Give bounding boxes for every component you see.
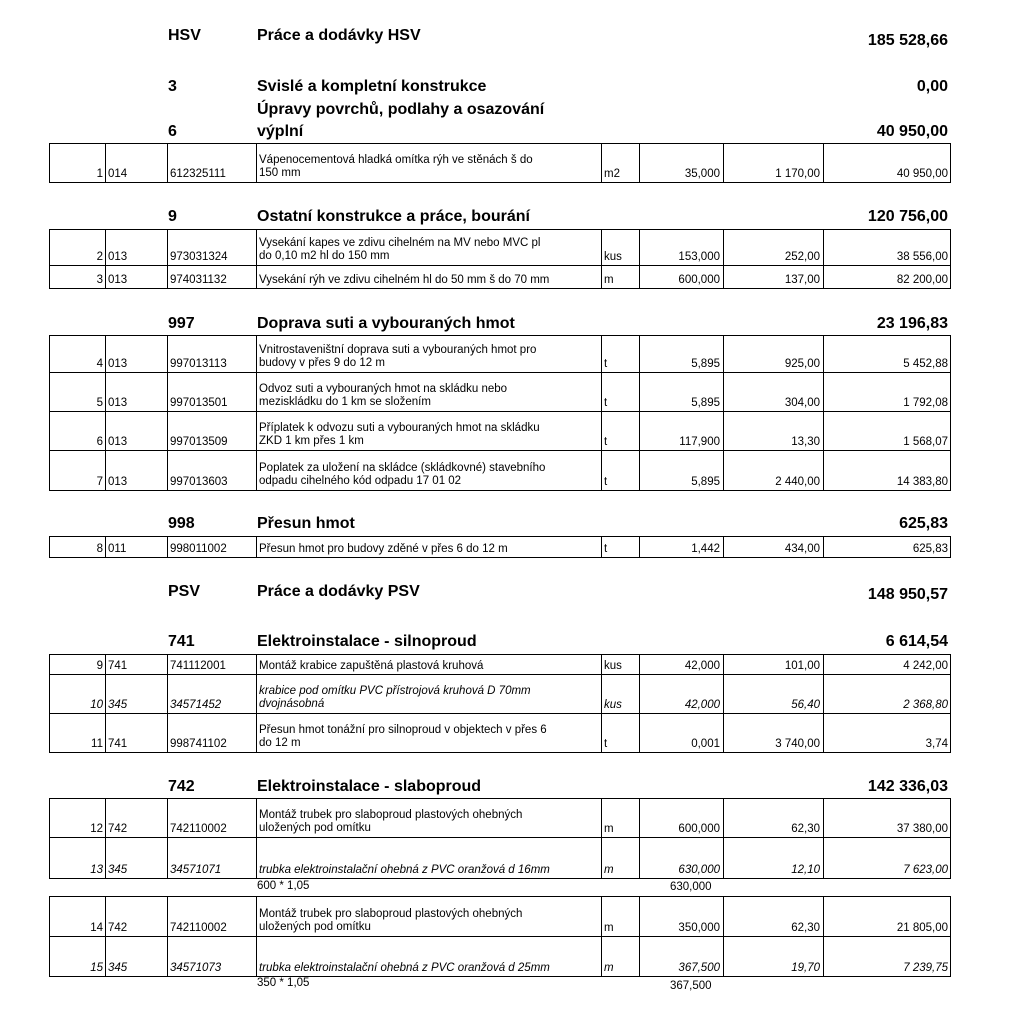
section-code-psv: PSV — [168, 583, 201, 600]
row-code: 34571073 — [170, 962, 222, 974]
table-row — [49, 450, 951, 491]
row-unit-price: 62,30 — [791, 922, 820, 934]
row-code: 997013603 — [170, 476, 228, 488]
section-code-9: 9 — [168, 208, 177, 225]
row-unit-price: 434,00 — [784, 543, 820, 555]
row-kind: 345 — [108, 864, 128, 876]
row-quantity: 350,000 — [678, 922, 720, 934]
row-kind: 013 — [108, 274, 128, 286]
row-unit: kus — [604, 660, 622, 672]
section-code-hsv: HSV — [168, 27, 201, 44]
section-name-psv: Práce a dodávky PSV — [257, 583, 420, 600]
row-number: 3 — [96, 274, 103, 286]
table-row — [49, 674, 951, 714]
row-kind: 013 — [108, 251, 128, 263]
section-total-hsv: 185 528,66 — [867, 32, 948, 49]
section-name-742: Elektroinstalace - slaboproud — [257, 778, 482, 795]
row-kind: 741 — [108, 660, 128, 672]
row-code: 997013113 — [170, 358, 227, 370]
row-unit-price: 252,00 — [784, 251, 820, 263]
row-quantity: 600,000 — [678, 274, 720, 286]
row-description: Příplatek k odvozu suti a vybouraných hmot na skládku ZKD 1 km přes 1 km — [259, 422, 540, 447]
row-unit-price: 3 740,00 — [775, 738, 820, 750]
row-quantity: 5,895 — [691, 358, 720, 370]
row-number: 1 — [96, 168, 103, 180]
row-kind: 013 — [108, 476, 128, 488]
row-total: 625,83 — [912, 543, 948, 555]
row-number: 11 — [91, 738, 103, 750]
row-quantity: 35,000 — [684, 168, 720, 180]
row-unit: t — [604, 358, 608, 370]
row-unit: m — [604, 823, 614, 835]
table-row — [49, 265, 951, 289]
section-total-9: 120 756,00 — [867, 208, 948, 225]
row-unit-price: 925,00 — [784, 358, 820, 370]
row-unit-price: 13,30 — [791, 436, 820, 448]
row-description: Vysekání rýh ve zdivu cihelném hl do 50 mm š do 70 mm — [259, 274, 550, 286]
section-code-742: 742 — [168, 778, 195, 795]
row-kind: 741 — [108, 738, 128, 750]
row-code: 974031132 — [170, 274, 227, 286]
row-total: 7 239,75 — [903, 962, 948, 974]
row-total: 82 200,00 — [896, 274, 948, 286]
row-kind: 742 — [108, 823, 128, 835]
row-kind: 013 — [108, 397, 128, 409]
table-row — [49, 229, 951, 266]
row-description: trubka elektroinstalační ohebná z PVC oranžová d 16mm — [259, 864, 550, 876]
row-number: 14 — [90, 922, 103, 934]
row-code: 34571071 — [170, 864, 222, 876]
row-description: krabice pod omítku PVC přístrojová kruhová D 70mm dvojnásobná — [259, 685, 531, 710]
row-code: 998011002 — [170, 543, 227, 555]
section-name-3: Svislé a kompletní konstrukce — [257, 78, 487, 95]
row-total: 1 792,08 — [903, 397, 948, 409]
row-number: 4 — [96, 358, 103, 370]
row-quantity: 1,442 — [691, 543, 720, 555]
row-total: 37 380,00 — [896, 823, 948, 835]
section-name-hsv: Práce a dodávky HSV — [257, 27, 421, 44]
section-code-6: 6 — [168, 123, 177, 140]
row-unit-price: 19,70 — [791, 962, 820, 974]
section-total-psv: 148 950,57 — [867, 586, 948, 603]
row-total: 1 568,07 — [903, 436, 948, 448]
row-unit: t — [604, 738, 608, 750]
row-code: 741112001 — [170, 660, 226, 672]
row-description: Montáž trubek pro slaboproud plastových ohebných uložených pod omítku — [259, 908, 523, 933]
table-row — [49, 798, 951, 838]
section-name-998: Přesun hmot — [257, 515, 355, 532]
row-total: 3,74 — [925, 738, 948, 750]
row-total: 21 805,00 — [896, 922, 948, 934]
table-row — [49, 411, 951, 451]
row-kind: 345 — [108, 962, 128, 974]
row-quantity: 5,895 — [691, 397, 720, 409]
row-unit-price: 56,40 — [791, 699, 820, 711]
row-kind: 013 — [108, 358, 128, 370]
row-number: 10 — [90, 699, 103, 711]
row-description: Odvoz suti a vybouraných hmot na skládku nebo meziskládku do 1 km se složením — [259, 383, 508, 408]
row-number: 12 — [90, 823, 103, 835]
row-quantity: 367,500 — [678, 962, 720, 974]
row-quantity: 600,000 — [678, 823, 720, 835]
row-description: Přesun hmot pro budovy zděné v přes 6 do 12 m — [259, 543, 508, 555]
row-unit: m — [604, 864, 614, 876]
row-kind: 011 — [108, 543, 127, 555]
row-unit: kus — [604, 699, 622, 711]
row-number: 5 — [96, 397, 103, 409]
section-code-3: 3 — [168, 78, 177, 95]
row-description: Montáž trubek pro slaboproud plastových ohebných uložených pod omítku — [259, 809, 523, 834]
table-row — [49, 143, 951, 183]
row-total: 2 368,80 — [903, 699, 948, 711]
row-total: 7 623,00 — [903, 864, 948, 876]
calc-expression: 600 * 1,05 — [257, 880, 310, 892]
row-description: Přesun hmot tonážní pro silnoproud v objektech v přes 6 do 12 m — [259, 724, 547, 749]
row-kind: 013 — [108, 436, 128, 448]
row-quantity: 5,895 — [691, 476, 720, 488]
row-code: 612325111 — [170, 168, 226, 180]
section-name-9: Ostatní konstrukce a práce, bourání — [257, 208, 530, 225]
row-number: 6 — [96, 436, 103, 448]
row-number: 9 — [96, 660, 103, 672]
section-name-741: Elektroinstalace - silnoproud — [257, 633, 477, 650]
row-code: 997013509 — [170, 436, 228, 448]
section-total-741: 6 614,54 — [885, 633, 948, 650]
row-quantity: 0,001 — [691, 738, 720, 750]
row-kind: 742 — [108, 922, 128, 934]
row-unit-price: 137,00 — [784, 274, 820, 286]
section-code-741: 741 — [168, 633, 195, 650]
row-unit: t — [604, 476, 608, 488]
row-number: 8 — [96, 543, 103, 555]
row-unit-price: 304,00 — [784, 397, 820, 409]
row-unit-price: 62,30 — [791, 823, 820, 835]
row-code: 997013501 — [170, 397, 228, 409]
section-code-998: 998 — [168, 515, 195, 532]
row-unit-price: 2 440,00 — [775, 476, 820, 488]
row-code: 34571452 — [170, 699, 222, 711]
row-quantity: 117,900 — [679, 436, 720, 448]
section-name-6-line2: výplní — [257, 123, 304, 140]
row-unit: m — [604, 274, 614, 286]
table-row — [49, 372, 951, 412]
row-description: Vnitrostaveništní doprava suti a vybouraných hmot pro budovy v přes 9 do 12 m — [259, 344, 537, 369]
row-description: trubka elektroinstalační ohebná z PVC oranžová d 25mm — [259, 962, 550, 974]
row-number: 2 — [96, 251, 103, 263]
row-total: 40 950,00 — [896, 168, 948, 180]
row-description: Poplatek za uložení na skládce (skládkovné) stavebního odpadu cihelného kód odpadu 17 01 02 — [259, 462, 546, 487]
section-code-997: 997 — [168, 315, 195, 332]
section-total-3: 0,00 — [916, 78, 948, 95]
section-total-6: 40 950,00 — [876, 123, 948, 140]
row-quantity: 153,000 — [678, 251, 720, 263]
row-description: Vysekání kapes ve zdivu cihelném na MV nebo MVC pl do 0,10 m2 hl do 150 mm — [259, 237, 541, 262]
row-unit: kus — [604, 251, 622, 263]
row-code: 973031324 — [170, 251, 228, 263]
row-total: 14 383,80 — [896, 476, 948, 488]
table-row — [49, 713, 951, 753]
row-number: 15 — [90, 962, 103, 974]
row-kind: 014 — [108, 168, 128, 180]
section-name-6-line1: Úpravy povrchů, podlahy a osazování — [257, 101, 545, 118]
row-total: 5 452,88 — [903, 358, 948, 370]
table-row — [49, 837, 951, 879]
table-row — [49, 335, 951, 373]
row-unit-price: 12,10 — [791, 864, 820, 876]
section-name-997: Doprava suti a vybouraných hmot — [257, 315, 515, 332]
section-total-742: 142 336,03 — [867, 778, 948, 795]
row-description: Montáž krabice zapuštěná plastová kruhová — [259, 660, 484, 672]
row-code: 742110002 — [170, 922, 227, 934]
row-unit: t — [604, 543, 608, 555]
row-number: 7 — [96, 476, 103, 488]
row-total: 38 556,00 — [896, 251, 948, 263]
row-unit: m — [604, 922, 614, 934]
row-description: Vápenocementová hladká omítka rýh ve stěnách š do 150 mm — [259, 154, 533, 179]
row-total: 4 242,00 — [903, 660, 948, 672]
row-kind: 345 — [108, 699, 128, 711]
row-unit: t — [604, 397, 608, 409]
row-unit: m2 — [604, 168, 620, 180]
calc-value: 630,000 — [670, 881, 712, 893]
row-unit-price: 1 170,00 — [775, 168, 820, 180]
row-code: 998741102 — [170, 738, 227, 750]
section-total-997: 23 196,83 — [876, 315, 948, 332]
table-row — [49, 654, 951, 675]
row-quantity: 42,000 — [684, 660, 720, 672]
section-total-998: 625,83 — [899, 515, 948, 532]
table-row — [49, 936, 951, 977]
row-code: 742110002 — [170, 823, 227, 835]
row-unit: t — [604, 436, 608, 448]
row-quantity: 630,000 — [678, 864, 720, 876]
row-number: 13 — [90, 864, 103, 876]
row-unit-price: 101,00 — [784, 660, 820, 672]
table-row — [49, 896, 951, 937]
row-quantity: 42,000 — [684, 699, 720, 711]
table-row — [49, 536, 951, 558]
calc-value: 367,500 — [670, 980, 712, 992]
row-unit: m — [604, 962, 614, 974]
calc-expression: 350 * 1,05 — [257, 977, 310, 989]
